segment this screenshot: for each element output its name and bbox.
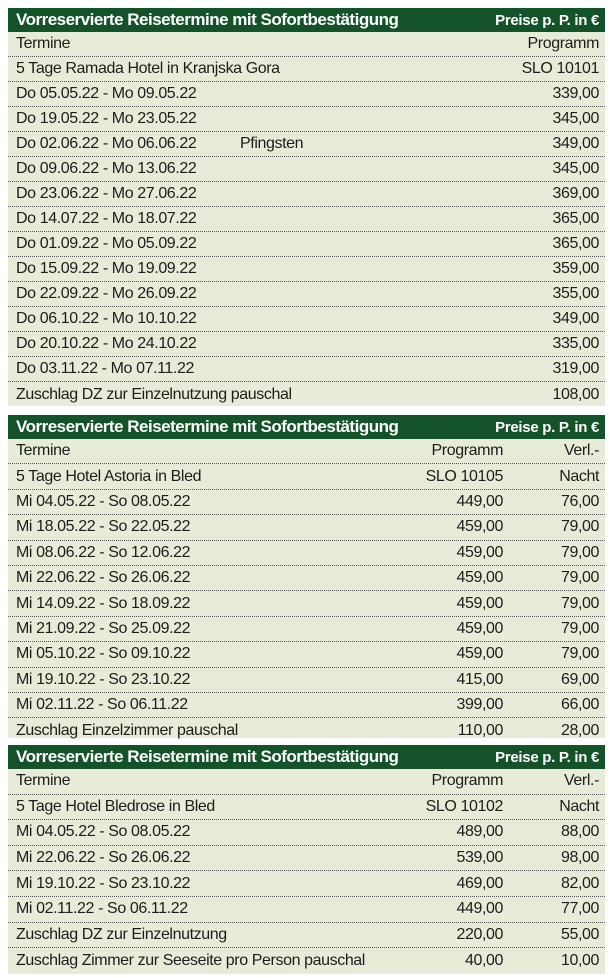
row-dates: Do 22.09.22 - Mo 26.09.22 xyxy=(16,285,197,302)
row-extra-night: 69,00 xyxy=(560,670,599,688)
row-extra-night: 76,00 xyxy=(560,492,599,510)
col-programm: Programm xyxy=(431,772,503,790)
row-extra-night: 98,00 xyxy=(560,849,599,867)
row-price: 415,00 xyxy=(456,670,503,688)
row-dates: Mi 04.05.22 - So 08.05.22 xyxy=(16,492,191,510)
row-price: 365,00 xyxy=(552,235,599,252)
price-note: Preise p. P. in € xyxy=(495,11,599,29)
table-row xyxy=(8,207,605,232)
row-dates: Do 05.05.22 - Mo 09.05.22 xyxy=(16,85,197,102)
table-row xyxy=(8,82,605,107)
table-row xyxy=(8,332,605,357)
row-dates: Do 02.06.22 - Mo 06.06.22 xyxy=(16,135,197,152)
program-code: SLO 10101 xyxy=(521,60,599,77)
price-table-astoria xyxy=(8,415,605,738)
extra-sub: Nacht xyxy=(559,467,599,485)
row-price: 335,00 xyxy=(552,335,599,352)
extra-sub: Nacht xyxy=(559,797,599,815)
price-table-bledrose xyxy=(8,745,605,974)
row-price: 539,00 xyxy=(456,849,503,867)
row-price: 459,00 xyxy=(456,569,503,587)
hotel-row xyxy=(8,464,605,489)
table-row xyxy=(8,566,605,591)
row-note: Pfingsten xyxy=(240,135,304,152)
row-dates: Do 01.09.22 - Mo 05.09.22 xyxy=(16,235,197,252)
row-dates: Do 14.07.22 - Mo 18.07.22 xyxy=(16,210,197,227)
table-title: Vorreservierte Reisetermine mit Sofortbestätigung xyxy=(16,747,399,766)
table-row xyxy=(8,871,605,897)
row-extra-night: 77,00 xyxy=(560,900,599,918)
row-extra-night: 79,00 xyxy=(560,569,599,587)
row-price: 459,00 xyxy=(456,619,503,637)
row-dates: Do 03.11.22 - Mo 07.11.22 xyxy=(16,360,194,377)
surcharge-label: Zuschlag Zimmer zur Seeseite pro Person pauschal xyxy=(16,951,365,969)
hotel-name: 5 Tage Ramada Hotel in Kranjska Gora xyxy=(16,60,280,77)
row-price: 449,00 xyxy=(456,900,503,918)
column-header-row xyxy=(8,769,605,795)
row-price: 345,00 xyxy=(552,110,599,127)
surcharge-row xyxy=(8,382,605,407)
row-dates: Mi 04.05.22 - So 08.05.22 xyxy=(16,823,191,841)
table-row xyxy=(8,693,605,718)
row-price: 359,00 xyxy=(552,260,599,277)
row-dates: Do 23.06.22 - Mo 27.06.22 xyxy=(16,185,197,202)
price-note: Preise p. P. in € xyxy=(495,748,599,766)
row-dates: Do 20.10.22 - Mo 24.10.22 xyxy=(16,335,197,352)
table-row xyxy=(8,820,605,846)
table-row xyxy=(8,307,605,332)
col-termine: Termine xyxy=(16,772,71,790)
row-dates: Mi 19.10.22 - So 23.10.22 xyxy=(16,670,191,688)
table-row xyxy=(8,282,605,307)
table-row xyxy=(8,515,605,540)
table-row xyxy=(8,132,605,157)
row-dates: Mi 02.11.22 - So 06.11.22 xyxy=(16,900,188,918)
row-extra-night: 66,00 xyxy=(560,696,599,714)
row-price: 349,00 xyxy=(552,135,599,152)
row-price: 365,00 xyxy=(552,210,599,227)
table-row xyxy=(8,897,605,923)
row-dates: Mi 19.10.22 - So 23.10.22 xyxy=(16,874,191,892)
row-extra-night: 82,00 xyxy=(560,874,599,892)
surcharge-label: Zuschlag DZ zur Einzelnutzung pauschal xyxy=(16,385,292,403)
table-row xyxy=(8,490,605,515)
surcharge-label: Zuschlag Einzelzimmer pauschal xyxy=(16,721,238,739)
row-price: 489,00 xyxy=(456,823,503,841)
row-price: 369,00 xyxy=(552,185,599,202)
row-price: 399,00 xyxy=(456,696,503,714)
row-dates: Mi 18.05.22 - So 22.05.22 xyxy=(16,518,191,536)
surcharge-label: Zuschlag DZ zur Einzelnutzung xyxy=(16,925,227,943)
surcharge-extra: 10,00 xyxy=(560,951,599,969)
surcharge-row xyxy=(8,923,605,949)
column-header-row xyxy=(8,32,605,57)
surcharge-price: 220,00 xyxy=(456,925,503,943)
table-row xyxy=(8,541,605,566)
table-header-bar xyxy=(8,8,605,32)
col-programm: Programm xyxy=(431,442,503,460)
table-row xyxy=(8,668,605,693)
surcharge-row xyxy=(8,948,605,974)
table-row xyxy=(8,357,605,382)
row-dates: Mi 22.06.22 - So 26.06.22 xyxy=(16,569,191,587)
row-price: 349,00 xyxy=(552,310,599,327)
table-title: Vorreservierte Reisetermine mit Sofortbestätigung xyxy=(16,10,399,29)
table-header-bar xyxy=(8,745,605,769)
row-dates: Do 15.09.22 - Mo 19.09.22 xyxy=(16,260,197,277)
table-row xyxy=(8,846,605,872)
hotel-row xyxy=(8,795,605,821)
surcharge-price: 108,00 xyxy=(552,385,599,403)
row-extra-night: 88,00 xyxy=(560,823,599,841)
table-row xyxy=(8,157,605,182)
row-price: 459,00 xyxy=(456,543,503,561)
table-row xyxy=(8,617,605,642)
hotel-row xyxy=(8,57,605,82)
surcharge-extra: 55,00 xyxy=(560,925,599,943)
table-header-bar xyxy=(8,415,605,439)
surcharge-extra: 28,00 xyxy=(560,721,599,739)
row-price: 459,00 xyxy=(456,645,503,663)
row-extra-night: 79,00 xyxy=(560,594,599,612)
row-price: 319,00 xyxy=(552,360,599,377)
col-termine: Termine xyxy=(16,442,71,460)
program-code: SLO 10105 xyxy=(425,467,503,485)
table-row xyxy=(8,642,605,667)
row-dates: Do 06.10.22 - Mo 10.10.22 xyxy=(16,310,197,327)
row-extra-night: 79,00 xyxy=(560,645,599,663)
row-dates: Mi 21.09.22 - So 25.09.22 xyxy=(16,619,191,637)
row-price: 459,00 xyxy=(456,518,503,536)
row-price: 449,00 xyxy=(456,492,503,510)
surcharge-row xyxy=(8,718,605,743)
row-extra-night: 79,00 xyxy=(560,619,599,637)
row-dates: Mi 14.09.22 - So 18.09.22 xyxy=(16,594,191,612)
row-dates: Mi 02.11.22 - So 06.11.22 xyxy=(16,696,188,714)
col-verlaengerung: Verl.- xyxy=(564,442,599,460)
program-code: SLO 10102 xyxy=(425,797,503,815)
row-price: 345,00 xyxy=(552,160,599,177)
table-title: Vorreservierte Reisetermine mit Sofortbestätigung xyxy=(16,417,399,436)
col-programm: Programm xyxy=(527,35,599,52)
column-header-row xyxy=(8,439,605,464)
surcharge-price: 110,00 xyxy=(457,721,503,739)
row-dates: Mi 08.06.22 - So 12.06.22 xyxy=(16,543,191,561)
row-extra-night: 79,00 xyxy=(560,518,599,536)
row-price: 459,00 xyxy=(456,594,503,612)
row-extra-night: 79,00 xyxy=(560,543,599,561)
hotel-name: 5 Tage Hotel Astoria in Bled xyxy=(16,467,202,485)
surcharge-price: 40,00 xyxy=(464,951,503,969)
table-row xyxy=(8,257,605,282)
table-row xyxy=(8,107,605,132)
table-row xyxy=(8,591,605,616)
col-verlaengerung: Verl.- xyxy=(564,772,599,790)
row-dates: Mi 05.10.22 - So 09.10.22 xyxy=(16,645,191,663)
row-price: 355,00 xyxy=(552,285,599,302)
table-row xyxy=(8,182,605,207)
price-note: Preise p. P. in € xyxy=(495,418,599,436)
row-dates: Do 19.05.22 - Mo 23.05.22 xyxy=(16,110,197,127)
hotel-name: 5 Tage Hotel Bledrose in Bled xyxy=(16,797,215,815)
table-row xyxy=(8,232,605,257)
row-dates: Mi 22.06.22 - So 26.06.22 xyxy=(16,849,191,867)
price-table-ramada xyxy=(8,8,605,406)
row-dates: Do 09.06.22 - Mo 13.06.22 xyxy=(16,160,197,177)
row-price: 339,00 xyxy=(552,85,599,102)
row-price: 469,00 xyxy=(456,874,503,892)
col-termine: Termine xyxy=(16,35,71,52)
